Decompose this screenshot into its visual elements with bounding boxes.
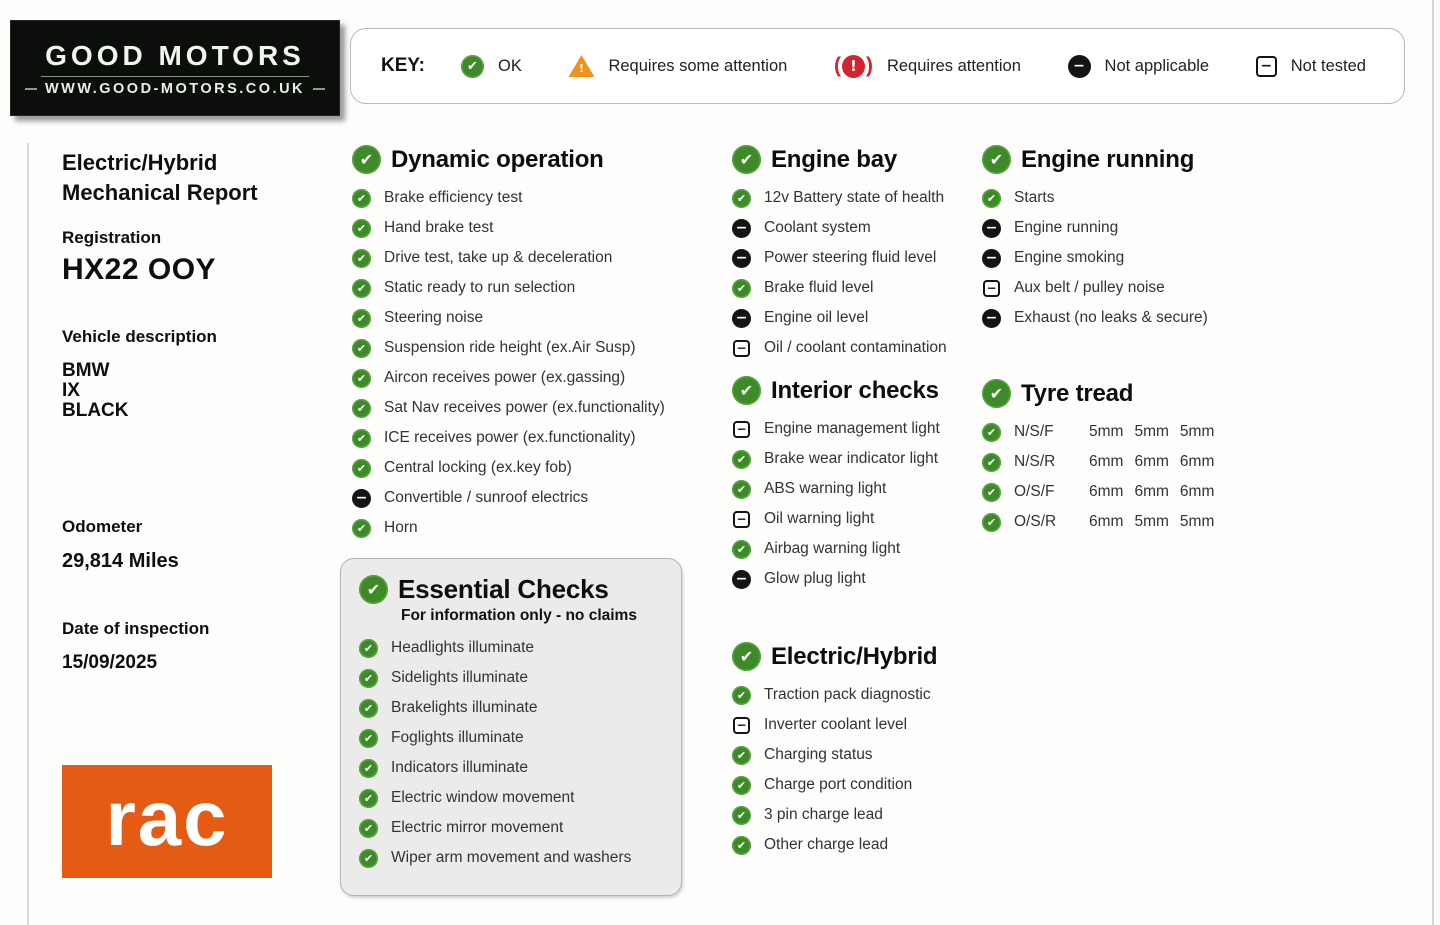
status-icon	[732, 540, 751, 559]
status-icon	[982, 189, 1001, 208]
check-item	[732, 183, 980, 213]
tyre-position-label: O/S/R	[1014, 513, 1057, 530]
check-item-label: Charging status	[764, 746, 873, 763]
check-item	[359, 843, 665, 873]
tyre-measurements	[1089, 453, 1214, 471]
status-icon	[982, 309, 1001, 328]
check-item-label: Coolant system	[764, 219, 871, 236]
check-item	[982, 213, 1282, 243]
check-list	[732, 414, 980, 594]
section-title: Engine bay	[771, 145, 898, 173]
check-item	[982, 183, 1282, 213]
key-item-label: Not tested	[1290, 56, 1366, 75]
section-tyre-tread	[982, 379, 1282, 537]
check-item	[352, 363, 702, 393]
section-header	[732, 642, 980, 671]
check-item-label: Engine smoking	[1014, 249, 1125, 266]
status-icon	[352, 309, 371, 328]
check-item	[352, 423, 702, 453]
check-item	[359, 693, 665, 723]
check-item-label: Engine management light	[764, 420, 940, 437]
tyre-depth-value: 5mm	[1089, 423, 1124, 440]
registration-label: Registration	[62, 227, 162, 247]
check-item-label: Glow plug light	[764, 570, 866, 587]
status-icon	[732, 279, 751, 298]
tyre-depth-value: 6mm	[1089, 513, 1124, 530]
status-icon	[359, 849, 378, 868]
tyre-depth-value: 6mm	[1179, 453, 1215, 470]
check-item	[352, 483, 702, 513]
check-item	[732, 740, 980, 770]
inspection-date-value: 15/09/2025	[62, 652, 158, 674]
status-icon	[732, 686, 751, 705]
check-item-label: Oil warning light	[764, 510, 875, 527]
status-icon	[732, 450, 751, 469]
key-item	[461, 55, 522, 78]
ok-icon	[732, 145, 761, 174]
status-icon	[359, 819, 378, 838]
status-icon	[352, 339, 371, 358]
check-item-label: Airbag warning light	[764, 540, 901, 557]
check-item-label: Aircon receives power (ex.gassing)	[384, 369, 626, 386]
tyre-depth-value: 5mm	[1134, 423, 1169, 440]
status-icon	[982, 249, 1001, 268]
check-item-label: Wiper arm movement and washers	[391, 849, 632, 866]
status-icon	[732, 189, 751, 208]
status-icon	[352, 459, 371, 478]
check-item-label: Brake efficiency test	[384, 189, 523, 206]
status-icon	[352, 489, 371, 508]
key-icon-wrap	[461, 55, 484, 78]
key-status-icon	[1068, 55, 1091, 78]
tyre-row	[982, 417, 1282, 447]
section-engine-bay	[732, 145, 980, 363]
check-list	[732, 680, 980, 860]
section-title: Essential Checks	[398, 574, 609, 604]
status-icon	[732, 806, 751, 825]
check-item	[732, 770, 980, 800]
status-icon	[352, 219, 371, 238]
check-item-label: Convertible / sunroof electrics	[384, 489, 589, 506]
tyre-depth-value: 6mm	[1089, 483, 1124, 500]
check-item	[732, 333, 980, 363]
ok-icon	[359, 575, 388, 604]
check-item	[352, 183, 702, 213]
status-icon	[732, 836, 751, 855]
check-item	[732, 504, 980, 534]
tyre-row	[982, 507, 1282, 537]
status-icon	[982, 483, 1001, 502]
key-status-icon	[1256, 56, 1277, 77]
check-item-label: Electric window movement	[391, 789, 575, 806]
check-item-label: Brake wear indicator light	[764, 450, 939, 467]
status-icon	[733, 511, 750, 528]
status-icon	[352, 249, 371, 268]
status-icon	[732, 219, 751, 238]
key-item-label: OK	[497, 56, 522, 75]
status-icon	[733, 421, 750, 438]
check-item-label: Hand brake test	[384, 219, 494, 236]
ok-icon	[982, 379, 1011, 408]
left-rule-divider	[27, 143, 29, 925]
key-status-icon	[842, 55, 865, 78]
check-item	[359, 813, 665, 843]
check-item	[982, 243, 1282, 273]
section-header	[982, 379, 1282, 408]
tyre-depth-value: 5mm	[1179, 513, 1215, 530]
check-item	[352, 243, 702, 273]
key-items	[461, 54, 1374, 78]
check-item-label: Horn	[384, 519, 418, 536]
check-item	[352, 513, 702, 543]
section-electric-hybrid	[732, 642, 980, 860]
check-item	[352, 393, 702, 423]
key-legend	[350, 28, 1405, 104]
column-engine	[732, 145, 980, 873]
good-motors-logo	[10, 20, 340, 116]
check-item	[359, 783, 665, 813]
check-item	[359, 633, 665, 663]
check-item-label: Traction pack diagnostic	[764, 686, 931, 703]
status-icon	[352, 399, 371, 418]
tyre-list	[982, 417, 1282, 537]
ok-icon	[732, 376, 761, 405]
status-icon	[982, 423, 1001, 442]
rac-logo-text: rac	[105, 773, 229, 862]
status-icon	[733, 340, 750, 357]
brand-website: WWW.GOOD-MOTORS.CO.UK	[25, 81, 325, 97]
status-icon	[352, 369, 371, 388]
check-item	[352, 453, 702, 483]
odometer-label: Odometer	[62, 517, 143, 537]
section-interior-checks	[732, 376, 980, 594]
check-item	[359, 723, 665, 753]
key-status-icon	[461, 55, 484, 78]
tyre-depth-value: 6mm	[1179, 483, 1215, 500]
check-item-label: Starts	[1014, 189, 1055, 206]
check-item-label: Drive test, take up & deceleration	[384, 249, 613, 266]
check-item	[359, 663, 665, 693]
check-item	[732, 534, 980, 564]
key-item	[568, 55, 787, 77]
check-item-label: Engine running	[1014, 219, 1119, 236]
check-list	[982, 183, 1282, 333]
check-item	[732, 830, 980, 860]
ok-icon	[352, 145, 381, 174]
check-item	[732, 800, 980, 830]
check-item	[359, 753, 665, 783]
status-icon	[732, 746, 751, 765]
ok-icon	[732, 642, 761, 671]
report-sidebar	[62, 148, 334, 674]
section-title: Engine running	[1021, 145, 1195, 173]
section-header	[359, 574, 665, 605]
section-header	[982, 145, 1282, 174]
check-list	[732, 183, 980, 363]
check-item-label: ICE receives power (ex.functionality)	[384, 429, 636, 446]
status-icon	[359, 759, 378, 778]
tyre-depth-value: 5mm	[1179, 423, 1215, 440]
logo-divider	[41, 76, 310, 77]
key-item	[1256, 56, 1366, 77]
check-item	[732, 213, 980, 243]
check-item-label: Sidelights illuminate	[391, 669, 528, 686]
status-icon	[983, 280, 1000, 297]
check-item-label: Charge port condition	[764, 776, 913, 793]
check-item	[352, 303, 702, 333]
tyre-position-label: N/S/F	[1014, 423, 1054, 440]
check-list	[359, 633, 665, 873]
check-item-label: Exhaust (no leaks & secure)	[1014, 309, 1208, 326]
key-icon-wrap	[568, 55, 594, 77]
tyre-measurements	[1089, 483, 1214, 501]
status-icon	[359, 669, 378, 688]
key-icon-wrap	[1256, 56, 1277, 77]
check-item-label: 12v Battery state of health	[764, 189, 945, 206]
column-dynamic	[352, 145, 702, 896]
check-item	[732, 564, 980, 594]
check-item-label: Aux belt / pulley noise	[1014, 279, 1165, 296]
section-title: Interior checks	[771, 376, 939, 404]
check-item-label: Oil / coolant contamination	[764, 339, 947, 356]
status-icon	[359, 639, 378, 658]
check-item-label: Foglights illuminate	[391, 729, 524, 746]
check-list	[352, 183, 702, 543]
key-item-label: Not applicable	[1104, 56, 1210, 75]
check-item-label: Central locking (ex.key fob)	[384, 459, 572, 476]
key-item-label: Requires some attention	[608, 56, 788, 75]
tyre-measurements	[1089, 513, 1214, 531]
section-header	[732, 376, 980, 405]
right-rule-divider	[1432, 0, 1434, 925]
section-engine-running	[982, 145, 1282, 333]
check-item-label: Suspension ride height (ex.Air Susp)	[384, 339, 636, 356]
check-item	[732, 303, 980, 333]
check-item-label: Electric mirror movement	[391, 819, 564, 836]
key-icon-wrap	[1068, 55, 1091, 78]
column-running	[982, 145, 1282, 550]
key-item	[834, 54, 1021, 78]
section-title: Electric/Hybrid	[771, 642, 938, 670]
status-icon	[733, 717, 750, 734]
registration-value: HX22 OOY	[62, 252, 217, 286]
status-icon	[352, 189, 371, 208]
check-item	[732, 680, 980, 710]
vehicle-description-label: Vehicle description	[62, 326, 217, 346]
key-status-icon	[568, 55, 594, 77]
check-item-label: Steering noise	[384, 309, 484, 326]
check-item	[732, 444, 980, 474]
section-header	[352, 145, 702, 174]
status-icon	[732, 480, 751, 499]
tyre-position-label: O/S/F	[1014, 483, 1055, 500]
vehicle-description-line: IX	[62, 379, 80, 401]
check-item-label: Static ready to run selection	[384, 279, 576, 296]
status-icon	[359, 789, 378, 808]
status-icon	[982, 513, 1001, 532]
check-item-label: 3 pin charge lead	[764, 806, 883, 823]
status-icon	[732, 776, 751, 795]
check-item-label: ABS warning light	[764, 480, 887, 497]
check-item-label: Power steering fluid level	[764, 249, 937, 266]
check-item-label: Engine oil level	[764, 309, 869, 326]
status-icon	[359, 699, 378, 718]
status-icon	[982, 453, 1001, 472]
ok-icon	[982, 145, 1011, 174]
tyre-row	[982, 477, 1282, 507]
check-item	[732, 243, 980, 273]
tyre-depth-value: 6mm	[1134, 483, 1169, 500]
status-icon	[732, 570, 751, 589]
check-item	[352, 273, 702, 303]
section-dynamic-operation	[352, 145, 702, 543]
essential-subtitle: For information only - no claims	[401, 607, 637, 624]
vehicle-description-line: BLACK	[62, 400, 129, 422]
inspection-date-label: Date of inspection	[62, 619, 210, 639]
status-icon	[359, 729, 378, 748]
check-item-label: Other charge lead	[764, 836, 889, 853]
check-item	[982, 303, 1282, 333]
status-icon	[732, 249, 751, 268]
check-item-label: Inverter coolant level	[764, 716, 908, 733]
check-item-label: Headlights illuminate	[391, 639, 535, 656]
odometer-value: 29,814 Miles	[62, 550, 179, 573]
check-item	[982, 273, 1282, 303]
brand-name: GOOD MOTORS	[45, 39, 305, 71]
status-icon	[352, 429, 371, 448]
check-item	[352, 333, 702, 363]
check-item	[732, 474, 980, 504]
check-item-label: Brake fluid level	[764, 279, 874, 296]
rac-logo	[62, 765, 272, 878]
status-icon	[352, 519, 371, 538]
tyre-measurements	[1089, 423, 1214, 441]
check-item	[352, 213, 702, 243]
check-item-label: Indicators illuminate	[391, 759, 528, 776]
key-icon-wrap	[834, 54, 873, 78]
tyre-depth-value: 6mm	[1089, 453, 1124, 470]
check-item-label: Sat Nav receives power (ex.functionality)	[384, 399, 665, 416]
vehicle-description-line: BMW	[62, 359, 110, 381]
check-item	[732, 273, 980, 303]
section-title: Dynamic operation	[391, 145, 604, 173]
key-item	[1068, 55, 1210, 78]
tyre-depth-value: 6mm	[1134, 453, 1169, 470]
section-title: Tyre tread	[1021, 379, 1134, 407]
status-icon	[352, 279, 371, 298]
tyre-depth-value: 5mm	[1134, 513, 1169, 530]
section-header	[732, 145, 980, 174]
check-item-label: Brakelights illuminate	[391, 699, 538, 716]
key-label: KEY:	[381, 55, 425, 76]
tyre-row	[982, 447, 1282, 477]
status-icon	[982, 219, 1001, 238]
vehicle-description-lines	[62, 361, 334, 421]
status-icon	[732, 309, 751, 328]
tyre-position-label: N/S/R	[1014, 453, 1056, 470]
check-item	[732, 710, 980, 740]
check-item	[732, 414, 980, 444]
section-essential-checks	[340, 558, 682, 896]
key-item-label: Requires attention	[886, 56, 1021, 75]
report-title: Electric/Hybrid Mechanical Report	[62, 150, 258, 205]
